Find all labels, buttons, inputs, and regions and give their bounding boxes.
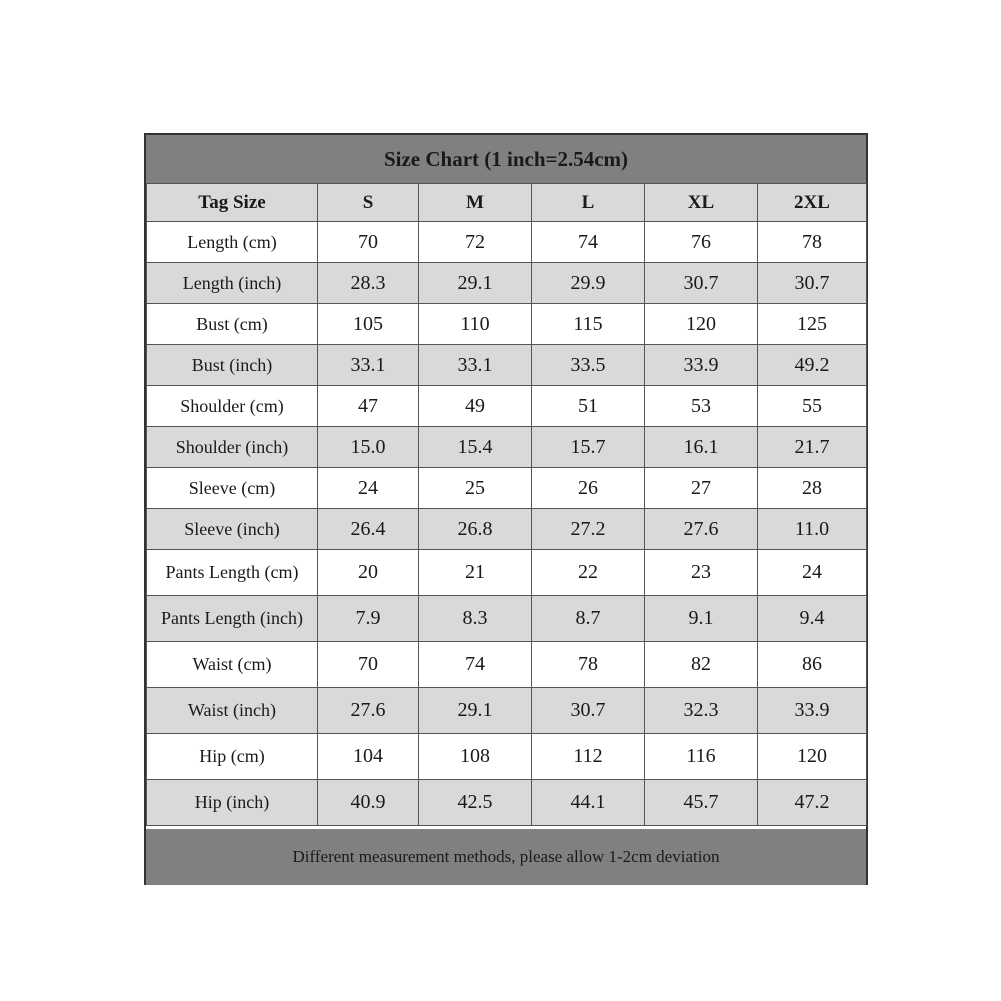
header-row (147, 184, 867, 222)
table-cell: 78 (532, 642, 645, 688)
chart-title: Size Chart (1 inch=2.54cm) (146, 135, 866, 183)
size-chart (144, 133, 868, 885)
table-row (147, 304, 867, 345)
table-cell: 15.7 (532, 427, 645, 468)
table-cell: 78 (758, 222, 867, 263)
row-label: Hip (inch) (147, 780, 318, 826)
header-size-l: L (532, 184, 645, 222)
table-cell: 125 (758, 304, 867, 345)
table-cell: 30.7 (645, 263, 758, 304)
row-label: Hip (cm) (147, 734, 318, 780)
row-label: Bust (cm) (147, 304, 318, 345)
table-cell: 20 (318, 550, 419, 596)
table-cell: 33.9 (758, 688, 867, 734)
table-row (147, 427, 867, 468)
header-size-s: S (318, 184, 419, 222)
row-label: Length (inch) (147, 263, 318, 304)
table-row (147, 263, 867, 304)
table-row (147, 780, 867, 826)
table-cell: 115 (532, 304, 645, 345)
table-cell: 47.2 (758, 780, 867, 826)
table-cell: 44.1 (532, 780, 645, 826)
row-label: Length (cm) (147, 222, 318, 263)
table-cell: 55 (758, 386, 867, 427)
row-label: Bust (inch) (147, 345, 318, 386)
table-cell: 47 (318, 386, 419, 427)
table-cell: 33.1 (318, 345, 419, 386)
table-cell: 29.9 (532, 263, 645, 304)
row-label: Shoulder (inch) (147, 427, 318, 468)
table-cell: 74 (532, 222, 645, 263)
row-label: Waist (cm) (147, 642, 318, 688)
table-cell: 120 (758, 734, 867, 780)
table-cell: 28.3 (318, 263, 419, 304)
table-cell: 40.9 (318, 780, 419, 826)
table-cell: 33.1 (419, 345, 532, 386)
table-row (147, 642, 867, 688)
table-cell: 116 (645, 734, 758, 780)
table-cell: 29.1 (419, 263, 532, 304)
table-cell: 9.4 (758, 596, 867, 642)
header-size-xl: XL (645, 184, 758, 222)
size-table (146, 183, 867, 826)
table-row (147, 550, 867, 596)
table-cell: 23 (645, 550, 758, 596)
table-cell: 15.4 (419, 427, 532, 468)
table-cell: 104 (318, 734, 419, 780)
table-cell: 86 (758, 642, 867, 688)
table-cell: 32.3 (645, 688, 758, 734)
row-label: Pants Length (cm) (147, 550, 318, 596)
table-cell: 27 (645, 468, 758, 509)
table-row (147, 345, 867, 386)
row-label: Sleeve (cm) (147, 468, 318, 509)
table-row (147, 222, 867, 263)
table-cell: 49.2 (758, 345, 867, 386)
table-cell: 27.6 (318, 688, 419, 734)
table-row (147, 596, 867, 642)
table-cell: 22 (532, 550, 645, 596)
table-cell: 33.9 (645, 345, 758, 386)
header-size-2xl: 2XL (758, 184, 867, 222)
row-label: Pants Length (inch) (147, 596, 318, 642)
table-cell: 42.5 (419, 780, 532, 826)
table-cell: 7.9 (318, 596, 419, 642)
table-cell: 33.5 (532, 345, 645, 386)
table-cell: 16.1 (645, 427, 758, 468)
table-row (147, 509, 867, 550)
row-label: Sleeve (inch) (147, 509, 318, 550)
table-cell: 74 (419, 642, 532, 688)
table-cell: 21.7 (758, 427, 867, 468)
table-cell: 49 (419, 386, 532, 427)
table-cell: 108 (419, 734, 532, 780)
table-cell: 24 (758, 550, 867, 596)
table-cell: 112 (532, 734, 645, 780)
row-label: Waist (inch) (147, 688, 318, 734)
table-cell: 25 (419, 468, 532, 509)
table-row (147, 386, 867, 427)
table-cell: 70 (318, 222, 419, 263)
table-cell: 26.8 (419, 509, 532, 550)
row-label: Shoulder (cm) (147, 386, 318, 427)
table-cell: 105 (318, 304, 419, 345)
table-cell: 21 (419, 550, 532, 596)
table-cell: 27.6 (645, 509, 758, 550)
table-cell: 53 (645, 386, 758, 427)
table-cell: 8.3 (419, 596, 532, 642)
table-cell: 29.1 (419, 688, 532, 734)
table-cell: 120 (645, 304, 758, 345)
table-cell: 9.1 (645, 596, 758, 642)
table-cell: 72 (419, 222, 532, 263)
table-cell: 26 (532, 468, 645, 509)
table-cell: 45.7 (645, 780, 758, 826)
table-cell: 30.7 (758, 263, 867, 304)
deviation-note: Different measurement methods, please allow 1-2cm deviation (146, 829, 866, 885)
table-cell: 15.0 (318, 427, 419, 468)
table-cell: 26.4 (318, 509, 419, 550)
table-cell: 51 (532, 386, 645, 427)
header-size-m: M (419, 184, 532, 222)
table-cell: 110 (419, 304, 532, 345)
header-tag-size: Tag Size (147, 184, 318, 222)
table-cell: 27.2 (532, 509, 645, 550)
table-cell: 30.7 (532, 688, 645, 734)
table-cell: 76 (645, 222, 758, 263)
table-cell: 82 (645, 642, 758, 688)
table-row (147, 688, 867, 734)
table-cell: 11.0 (758, 509, 867, 550)
table-row (147, 468, 867, 509)
table-cell: 24 (318, 468, 419, 509)
table-cell: 28 (758, 468, 867, 509)
table-row (147, 734, 867, 780)
table-cell: 70 (318, 642, 419, 688)
table-cell: 8.7 (532, 596, 645, 642)
